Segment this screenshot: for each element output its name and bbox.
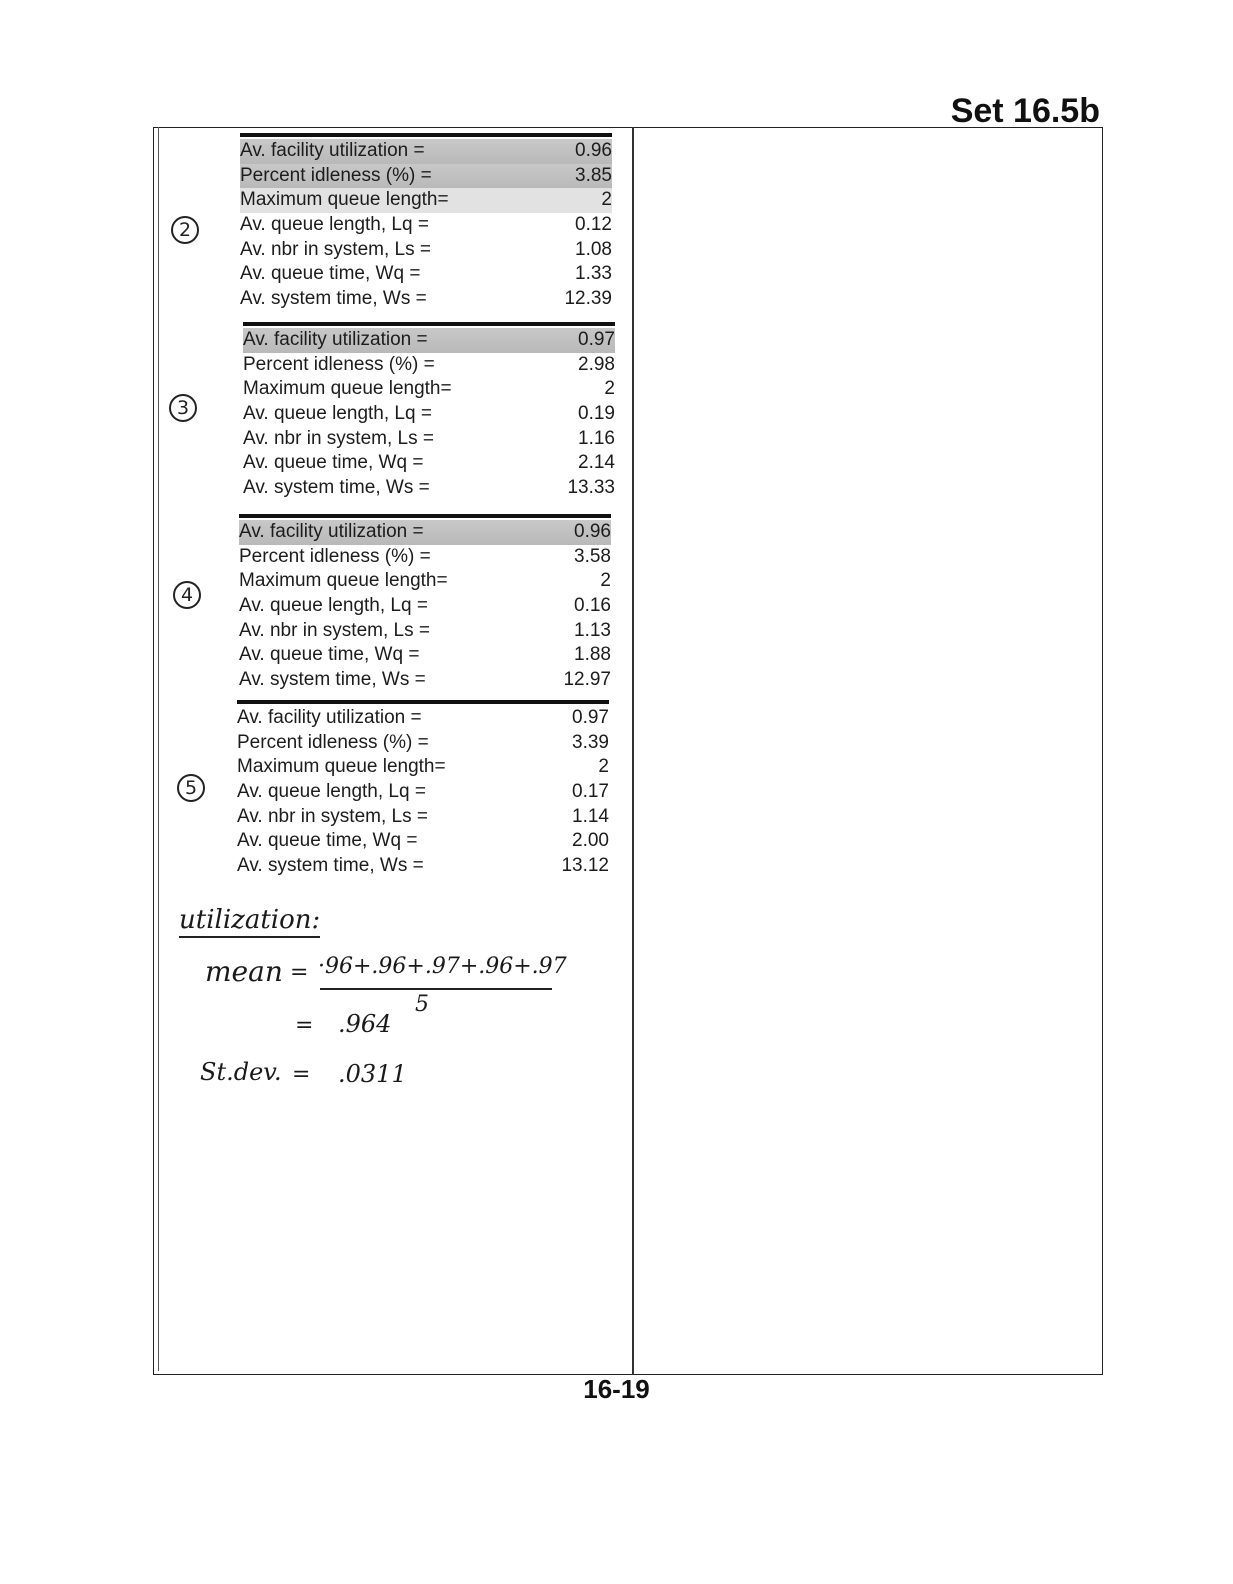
results-block-3 xyxy=(243,322,615,501)
frame-inner-edge xyxy=(158,127,159,1371)
stat-label: Av. facility utilization = xyxy=(240,140,425,161)
block-marker-3: 3 xyxy=(169,394,197,422)
stat-label: Percent idleness (%) = xyxy=(239,545,431,567)
stat-label: Av. nbr in system, Ls = xyxy=(239,619,430,641)
stat-value: 3.85 xyxy=(575,164,612,186)
stat-label: Av. queue length, Lq = xyxy=(239,595,428,617)
stat-row xyxy=(237,755,609,780)
stat-value: 2 xyxy=(604,378,615,400)
stdev-label: St.dev. xyxy=(200,1058,282,1086)
mean-result: .964 xyxy=(338,1010,392,1038)
stat-row xyxy=(240,213,612,238)
stat-label: Percent idleness (%) = xyxy=(240,164,432,186)
stat-label: Maximum queue length= xyxy=(243,378,452,400)
stat-row xyxy=(239,643,611,668)
stat-row xyxy=(237,854,609,879)
stat-label: Av. facility utilization = xyxy=(243,329,428,350)
page-title: Set 16.5b xyxy=(950,92,1100,130)
stat-value: 12.39 xyxy=(564,288,612,310)
stat-label: Av. system time, Ws = xyxy=(239,669,426,691)
stat-row xyxy=(243,427,615,452)
block-marker-4: 4 xyxy=(173,581,201,609)
mean-label: mean xyxy=(205,955,283,988)
stat-label: Av. nbr in system, Ls = xyxy=(240,238,431,260)
stat-row xyxy=(237,706,609,731)
stat-label: Av. facility utilization = xyxy=(237,707,422,728)
results-block-2 xyxy=(240,133,612,312)
notes-heading: utilization: xyxy=(179,905,320,938)
stat-value: 0.16 xyxy=(574,595,611,617)
result-equals: = xyxy=(295,1013,314,1038)
stat-label: Av. system time, Ws = xyxy=(240,288,427,310)
stat-row xyxy=(239,545,611,570)
stat-row xyxy=(237,829,609,854)
block-rule xyxy=(237,700,609,704)
stat-label: Av. queue length, Lq = xyxy=(240,214,429,236)
stat-label: Percent idleness (%) = xyxy=(243,353,435,375)
stat-row xyxy=(239,520,611,545)
stdev-equals: = xyxy=(292,1062,311,1087)
mean-numerator: ·96+.96+.97+.96+.97 xyxy=(318,954,567,979)
stat-row xyxy=(243,328,615,353)
stat-value: 2 xyxy=(600,570,611,592)
stat-label: Maximum queue length= xyxy=(240,189,449,211)
stat-row xyxy=(239,668,611,693)
stat-value: 1.16 xyxy=(578,427,615,449)
stat-label: Av. queue length, Lq = xyxy=(237,781,426,803)
stat-value: 1.33 xyxy=(575,263,612,285)
stat-value: 0.97 xyxy=(578,329,615,350)
stat-row xyxy=(243,377,615,402)
stat-row xyxy=(243,451,615,476)
stat-row xyxy=(243,353,615,378)
block-rule xyxy=(243,322,615,326)
stat-row xyxy=(240,188,612,213)
stat-label: Av. queue time, Wq = xyxy=(243,452,424,474)
stat-label: Maximum queue length= xyxy=(237,756,446,778)
stat-value: 0.12 xyxy=(575,214,612,236)
stat-row xyxy=(237,780,609,805)
stat-row xyxy=(237,731,609,756)
stat-row xyxy=(239,619,611,644)
stat-value: 3.58 xyxy=(574,545,611,567)
stat-value: 1.13 xyxy=(574,619,611,641)
stat-value: 0.19 xyxy=(578,403,615,425)
stat-label: Percent idleness (%) = xyxy=(237,731,429,753)
stat-value: 1.88 xyxy=(574,644,611,666)
stat-row xyxy=(239,569,611,594)
stat-row xyxy=(240,164,612,189)
stat-value: 0.96 xyxy=(574,521,611,542)
block-rule xyxy=(239,514,611,518)
mean-equals: = xyxy=(290,960,309,985)
stat-value: 2 xyxy=(598,756,609,778)
stat-value: 13.33 xyxy=(567,477,615,499)
stat-value: 12.97 xyxy=(563,669,611,691)
stat-label: Maximum queue length= xyxy=(239,570,448,592)
results-block-5 xyxy=(237,700,609,879)
stat-label: Av. nbr in system, Ls = xyxy=(243,427,434,449)
stat-value: 3.39 xyxy=(572,731,609,753)
stat-label: Av. queue time, Wq = xyxy=(237,830,418,852)
block-rule xyxy=(240,133,612,137)
stat-value: 2 xyxy=(601,189,612,211)
page-number: 16-19 xyxy=(583,1374,650,1404)
stat-value: 1.14 xyxy=(572,805,609,827)
stat-label: Av. queue time, Wq = xyxy=(239,644,420,666)
stat-label: Av. nbr in system, Ls = xyxy=(237,805,428,827)
results-block-4 xyxy=(239,514,611,693)
stat-value: 0.97 xyxy=(572,707,609,728)
column-divider xyxy=(632,127,634,1375)
fraction-bar xyxy=(320,988,552,990)
stat-value: 0.17 xyxy=(572,781,609,803)
block-marker-2: 2 xyxy=(171,216,199,244)
mean-denominator: 5 xyxy=(415,992,429,1017)
stat-value: 2.00 xyxy=(572,830,609,852)
block-marker-5: 5 xyxy=(177,774,205,802)
stat-row xyxy=(237,805,609,830)
stat-label: Av. facility utilization = xyxy=(239,521,424,542)
stat-label: Av. system time, Ws = xyxy=(237,855,424,877)
stat-value: 2.98 xyxy=(578,353,615,375)
stat-value: 0.96 xyxy=(575,140,612,161)
stat-value: 1.08 xyxy=(575,238,612,260)
stat-row xyxy=(243,402,615,427)
stat-row xyxy=(240,262,612,287)
stat-row xyxy=(243,476,615,501)
stat-label: Av. system time, Ws = xyxy=(243,477,430,499)
stat-row xyxy=(239,594,611,619)
stdev-value: .0311 xyxy=(338,1060,407,1088)
stat-label: Av. queue time, Wq = xyxy=(240,263,421,285)
stat-row xyxy=(240,139,612,164)
stat-row xyxy=(240,287,612,312)
stat-value: 2.14 xyxy=(578,452,615,474)
stat-value: 13.12 xyxy=(561,855,609,877)
stat-label: Av. queue length, Lq = xyxy=(243,403,432,425)
stat-row xyxy=(240,238,612,263)
